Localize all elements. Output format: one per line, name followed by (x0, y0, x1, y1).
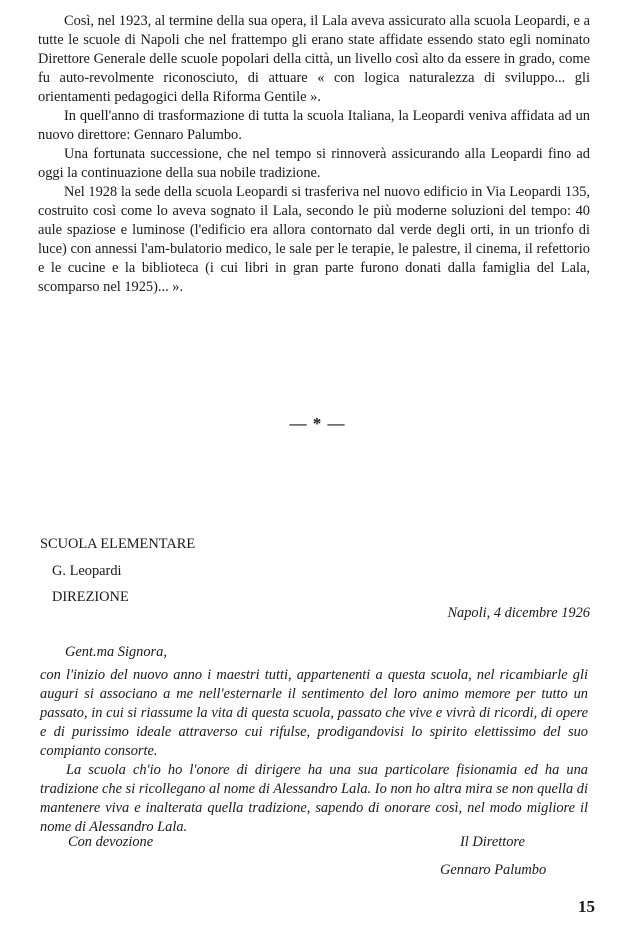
letter-header-direction: DIREZIONE (52, 589, 129, 605)
letter-closing: Con devozione (68, 834, 154, 850)
letter-date: Napoli, 4 dicembre 1926 (447, 605, 590, 621)
body-paragraph-4: Nel 1928 la sede della scuola Leopardi si trasferiva nel nuovo edificio in Via Leopardi 135, costruito così come lo aveva sognato il Lala, secondo le più moderne soluzioni del tempo: 40 aule spaziose e luminose (l'edificio era allora contornato dal verde degli orti, in un trionfo di luce) con annessi l'am-bulatorio medico, le sale per le terapie, le palestre, il cinema, il refettorio e le cucine e la biblioteca (i cui libri in gran parte furono donati dalla famiglia del Lala, scomparso nel 1925)... ». (38, 184, 590, 295)
letter-header-school: SCUOLA ELEMENTARE (40, 536, 196, 552)
body-paragraph-2: In quell'anno di trasformazione di tutta la scuola Italiana, la Leopardi veniva affidata ad un nuovo direttore: Gennaro Palumbo. (38, 108, 590, 143)
page-number: 15 (578, 897, 595, 916)
section-separator: — * — (289, 414, 346, 433)
letter-body (40, 666, 588, 837)
body-paragraph-3: Una fortunata successione, che nel tempo si rinnoverà assicurando alla Leopardi fino ad oggi la continuazione della sua nobile tradizione. (38, 146, 590, 181)
letter-header-name: G. Leopardi (52, 563, 122, 579)
letter-paragraph-1: con l'inizio del nuovo anno i maestri tutti, appartenenti a questa scuola, nel ricambiarle gli auguri si associano a me nell'esternarle il sentimento del loro animo memore per tutto un passato, in cui si riassume la vita di questa scuola, passato che vive e vivrà di ricordi, di opere e di purissimo ideale attraverso cui rifulse, prodigandovisi lo spirito elettissimo del suo compianto consorte. (40, 667, 588, 759)
signature-name: Gennaro Palumbo (440, 862, 547, 878)
letter-salutation: Gent.ma Signora, (65, 644, 167, 660)
signature-title: Il Direttore (460, 834, 525, 850)
body-text (38, 12, 590, 297)
letter-paragraph-2: La scuola ch'io ho l'onore di dirigere ha una sua particolare fisionamia ed ha una tradizione che si ricollegano al nome di Alessandro Lala. Io non ho altra mira se non quella di mantenere viva e inalterata quella tradizione, sapendo di onorare così, nel modo migliore il nome di Alessandro Lala. (40, 762, 588, 835)
body-paragraph-1: Così, nel 1923, al termine della sua opera, il Lala aveva assicurato alla scuola Leopardi, e a tutte le scuole di Napoli che nel frattempo gli erano state affidate essendo stato egli nominato Direttore Generale delle scuole popolari della città, un livello così alto da essere in grado, come fu auto-revolmente riconosciuto, di attuare « con logica naturalezza di sviluppo... gli orientamenti pedagogici della Riforma Gentile ». (38, 13, 590, 105)
